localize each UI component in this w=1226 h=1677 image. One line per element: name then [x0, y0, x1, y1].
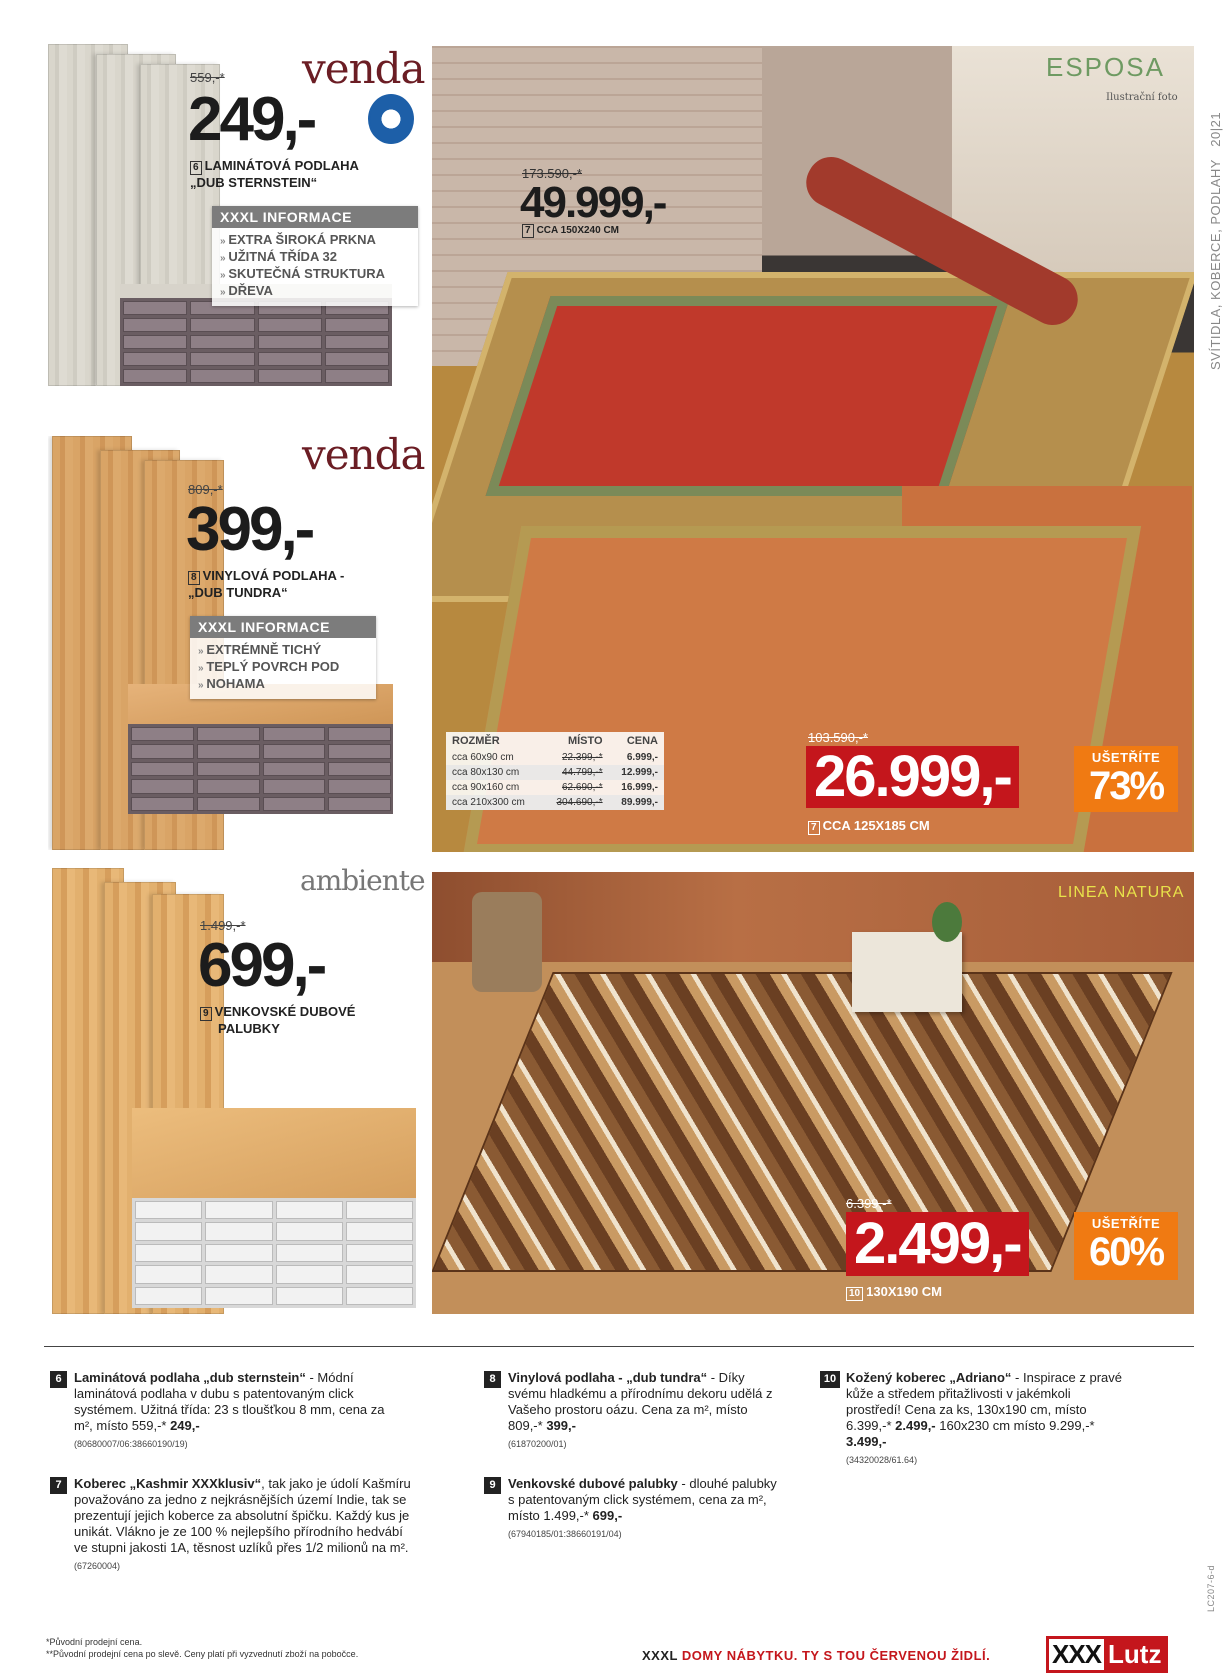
old-price: 1.499,-* — [200, 918, 246, 933]
info-item: » UŽITNÁ TŘÍDA 32 — [220, 249, 410, 266]
info-item: » EXTRÉMNĚ TICHÝ — [198, 642, 368, 659]
catalog-code: LC207-6-d — [1206, 1564, 1216, 1612]
size-label: 10 130X190 CM — [846, 1284, 942, 1301]
price: 699,- — [198, 931, 325, 1000]
divider — [44, 1346, 1194, 1347]
info-list — [212, 228, 418, 306]
product-number: 7 — [808, 821, 820, 835]
discount-badge: UŠETŘÍTE 73% — [1074, 746, 1178, 812]
price: 49.999,- — [520, 178, 666, 227]
category-vertical-label: SVÍTIDLA, KOBERCE, PODLAHY 20|21 — [1208, 111, 1223, 370]
info-title: XXXL INFORMACE — [190, 616, 376, 638]
brand-linea-natura-logo: LINEA NATURA — [1058, 884, 1185, 901]
xxxl-info-box — [190, 616, 376, 699]
old-price: 173.590,-* — [522, 166, 582, 181]
xxxlutz-logo: XXX Lutz — [1046, 1636, 1168, 1673]
description-8: 8 Vinylová podlaha - „dub tundra“ - Díky svému hladkému a přírodnímu dekoru udělá z Vašeho prostoru oázu. Cena za m², místo 809,-* 399,- (61870200/01) — [508, 1370, 778, 1452]
brand-venda-logo: venda — [302, 44, 425, 93]
table-row: cca 60x90 cm 22.399,-* 6.999,- — [452, 752, 658, 763]
old-price: 103.590,-* — [808, 730, 868, 745]
info-item: » DŘEVA — [220, 283, 410, 300]
eco-label-icon — [368, 94, 414, 144]
xxxl-info-box — [212, 206, 418, 306]
table-header: ROZMĚR — [452, 735, 500, 747]
description-6: 6 Laminátová podlaha „dub sternstein“ - Módní laminátová podlaha v dubu s patentovaným click systémem. Užitná třída: 23 s tloušťkou 8 mm, cena za m², místo 559,-* 249,- (80680007/06:38660190/19) — [74, 1370, 404, 1452]
brand-ambiente-logo: ambiente — [300, 864, 425, 897]
product-name: 8 VINYLOVÁ PODLAHA - „DUB TUNDRA“ — [188, 568, 345, 600]
brand-esposa-logo: ESPOSA — [1046, 52, 1165, 82]
product-number: 6 — [190, 161, 202, 175]
slogan: XXXL DOMY NÁBYTKU. TY S TOU ČERVENOU ŽIDLÍ. — [642, 1648, 991, 1663]
product-name: 9 VENKOVSKÉ DUBOVÉ PALUBKY — [200, 1004, 355, 1036]
info-title: XXXL INFORMACE — [212, 206, 418, 228]
description-number: 8 — [484, 1371, 501, 1388]
price: 249,- — [188, 85, 315, 154]
description-number: 10 — [820, 1371, 840, 1388]
table-row: cca 210x300 cm 304.690,-* 89.999,- — [446, 795, 664, 810]
discount-badge: UŠETŘÍTE 60% — [1074, 1212, 1178, 1280]
illustration-note: Ilustrační foto — [1106, 92, 1178, 103]
table-row: cca 90x160 cm 62.690,-* 16.999,- — [452, 782, 658, 793]
old-price: 809,-* — [188, 482, 223, 497]
footnotes: *Původní prodejní cena. **Původní prodejní cena po slevě. Ceny platí při vyzvednutí zboží na pobočce. — [46, 1637, 359, 1659]
old-price: 559,-* — [190, 70, 225, 85]
sale-price: 26.999,- — [806, 746, 1019, 808]
table-header: CENA — [626, 735, 658, 747]
description-number: 7 — [50, 1477, 67, 1494]
sale-price: 2.499,- — [846, 1212, 1029, 1276]
description-10: 10 Kožený koberec „Adriano“ - Inspirace z pravé kůže a středem přitažlivosti v jakémkoli prostředí! Cena za ks, 130x190 cm, místo 6.399,-* 2.499,- 160x230 cm místo 9.299,-* 3.499,- (34320028/61.64) — [846, 1370, 1126, 1468]
description-number: 6 — [50, 1371, 67, 1388]
product-number: 10 — [846, 1287, 863, 1301]
info-list — [190, 638, 376, 699]
old-price: 6.399,-* — [846, 1196, 892, 1211]
description-7: 7 Koberec „Kashmir XXXklusiv“, tak jako je údolí Kašmíru považováno za jedno z nejkrásnějších území Indie, tak se prezentují jejich koberce za absolutní špičku. Každý kus je unikát. Vlákno je ze 100 % nejlepšího přírodního hedvábí ve stupni jakosti 1A, těsnost uzlíků přes 1/2 milionů na m². (67260004) — [74, 1476, 414, 1574]
table-row: cca 80x130 cm 44.799,-* 12.999,- — [446, 765, 664, 780]
size-label: 7 CCA 150X240 CM — [522, 224, 619, 238]
product-number: 7 — [522, 224, 534, 238]
info-item: » SKUTEČNÁ STRUKTURA — [220, 266, 410, 283]
price: 399,- — [186, 495, 313, 564]
info-item: » NOHAMA — [198, 676, 368, 693]
description-number: 9 — [484, 1477, 501, 1494]
size-label: 7 CCA 125X185 CM — [808, 818, 930, 835]
rug-size-table — [446, 732, 664, 810]
product-name: 6 LAMINÁTOVÁ PODLAHA „DUB STERNSTEIN“ — [190, 158, 359, 190]
table-header: MÍSTO — [567, 735, 603, 747]
product-number: 9 — [200, 1007, 212, 1021]
info-item: » TEPLÝ POVRCH POD — [198, 659, 368, 676]
brand-venda-logo: venda — [302, 430, 425, 479]
description-9: 9 Venkovské dubové palubky - dlouhé palubky s patentovaným click systémem, cena za m², místo 1.499,-* 699,- (67940185/01:38660191/04) — [508, 1476, 778, 1542]
product-number: 8 — [188, 571, 200, 585]
info-item: » EXTRA ŠIROKÁ PRKNA — [220, 232, 410, 249]
